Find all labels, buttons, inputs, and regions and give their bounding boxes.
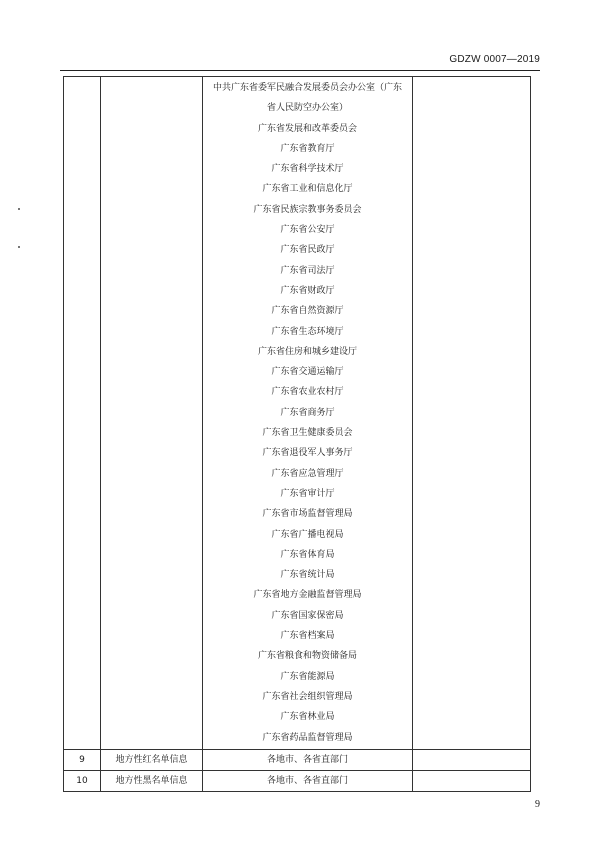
cell-remark: [413, 77, 531, 750]
page-number: 9: [535, 799, 540, 810]
agency-list: [203, 77, 412, 749]
agency-item: 广东省审计厅: [280, 488, 335, 499]
cell-providers: [203, 77, 413, 750]
agency-item: 广东省公安厅: [280, 225, 335, 236]
agency-item: 广东省工业和信息化厅: [262, 184, 353, 195]
agency-item: 广东省自然资源厅: [271, 306, 344, 317]
agency-item: 广东省商务厅: [280, 407, 335, 418]
table-row: [64, 770, 531, 791]
catalog-table: [63, 76, 531, 792]
margin-mark: [18, 246, 20, 248]
agency-item: 广东省退役军人事务厅: [262, 448, 353, 459]
remark: [413, 770, 531, 791]
remark: [413, 749, 531, 770]
row-number: 10: [64, 770, 101, 791]
provider: 各地市、各省直部门: [203, 749, 413, 770]
document-code: GDZW 0007—2019: [449, 54, 540, 65]
agency-item: 广东省发展和改革委员会: [257, 123, 357, 134]
agency-item: 广东省广播电视局: [271, 529, 344, 540]
agency-item: 广东省科学技术厅: [271, 164, 344, 175]
info-name: 地方性黑名单信息: [101, 770, 203, 791]
margin-mark: [18, 208, 20, 210]
continuation-row: [64, 77, 531, 750]
provider: 各地市、各省直部门: [203, 770, 413, 791]
agency-item: 广东省卫生健康委员会: [262, 428, 353, 439]
agency-item: 广东省能源局: [280, 671, 335, 682]
table-row: [64, 749, 531, 770]
agency-item: 广东省体育局: [280, 549, 335, 560]
agency-item: 广东省应急管理厅: [271, 468, 344, 479]
agency-item: 广东省药品监督管理局: [262, 732, 353, 743]
info-name: 地方性红名单信息: [101, 749, 203, 770]
agency-item: 广东省社会组织管理局: [262, 691, 353, 702]
agency-item: 中共广东省委军民融合发展委员会办公室（广东省人民防空办公室）: [212, 83, 402, 114]
agency-item: 广东省教育厅: [280, 143, 335, 154]
agency-item: 广东省国家保密局: [271, 610, 344, 621]
agency-item: 广东省民族宗教事务委员会: [253, 204, 362, 215]
agency-item: 广东省地方金融监督管理局: [253, 590, 362, 601]
agency-item: 广东省市场监督管理局: [262, 509, 353, 520]
agency-item: 广东省财政厅: [280, 285, 335, 296]
agency-item: 广东省粮食和物资储备局: [257, 651, 357, 662]
agency-item: 广东省农业农村厅: [271, 387, 344, 398]
cell-name: [101, 77, 203, 750]
agency-item: 广东省林业局: [280, 712, 335, 723]
agency-item: 广东省生态环境厅: [271, 326, 344, 337]
agency-item: 广东省司法厅: [280, 265, 335, 276]
agency-item: 广东省住房和城乡建设厅: [257, 346, 357, 357]
agency-item: 广东省交通运输厅: [271, 367, 344, 378]
agency-item: 广东省档案局: [280, 631, 335, 642]
cell-no: [64, 77, 101, 750]
agency-item: 广东省统计局: [280, 570, 335, 581]
agency-item: 广东省民政厅: [280, 245, 335, 256]
header-rule: [60, 70, 540, 71]
row-number: 9: [64, 749, 101, 770]
